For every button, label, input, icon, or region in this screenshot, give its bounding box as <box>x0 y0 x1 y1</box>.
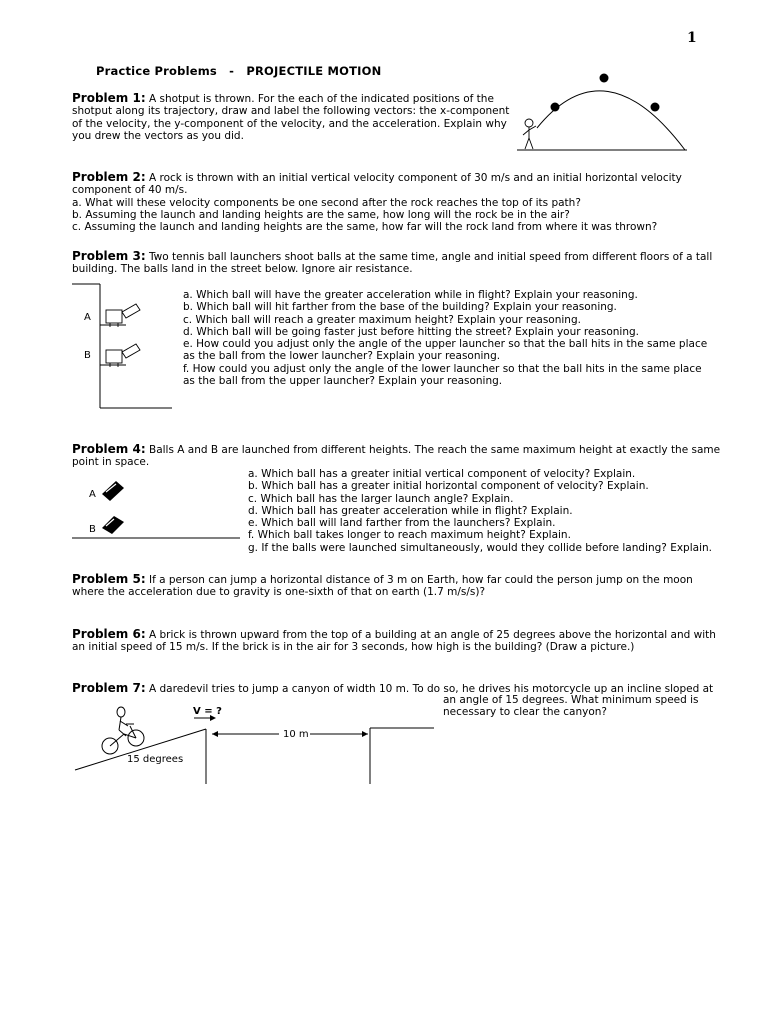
problem-3-item-c: c. Which ball will reach a greater maximum height? Explain your reasoning. <box>183 313 581 326</box>
problem-2-label: Problem 2: <box>72 170 146 184</box>
problem-4-item-b: b. Which ball has a greater initial horizontal component of velocity? Explain. <box>248 480 649 493</box>
problem-3-label: Problem 3: <box>72 249 146 263</box>
building-launchers-figure <box>72 282 176 412</box>
problem-1-line-3: of the velocity, the y-component of the velocity, and the acceleration. Explain why <box>72 117 507 130</box>
problem-3-line-2: building. The balls land in the street below. Ignore air resistance. <box>72 263 413 276</box>
problem-5 <box>72 573 712 599</box>
problem-4-items <box>248 468 712 554</box>
problem-7-line-1: A daredevil tries to jump a canyon of width 10 m. To do so, he drives his motorcycle up an incline sloped at <box>148 683 714 695</box>
ball-a-label: A <box>89 489 96 500</box>
problem-3-item-d: d. Which ball will be going faster just before hitting the street? Explain your reasoning. <box>183 325 639 338</box>
problem-3-item-b: b. Which ball will hit farther from the base of the building? Explain your reasoning. <box>183 301 617 314</box>
problem-6-line-2: an initial speed of 15 m/s. If the brick is in the air for 3 seconds, how high is the building? (Draw a picture.) <box>72 641 635 654</box>
problem-4-item-e: e. Which ball will land farther from the launchers? Explain. <box>248 517 556 530</box>
problem-6 <box>72 628 722 654</box>
problem-3-items <box>183 289 707 387</box>
problem-4-label: Problem 4: <box>72 442 146 456</box>
launcher-b-label: B <box>84 350 91 361</box>
problem-1 <box>72 92 512 142</box>
problem-1-line-2: shotput along its trajectory, draw and label the following vectors: the x-component <box>72 105 510 118</box>
launcher-a-label: A <box>84 312 91 323</box>
title-right: PROJECTILE MOTION <box>246 64 382 78</box>
problem-4-line-2: point in space. <box>72 456 150 469</box>
problem-5-line-1: If a person can jump a horizontal distance of 3 m on Earth, how far could the person jump on the moon <box>148 574 693 586</box>
width-label: 10 m <box>283 729 309 740</box>
shotput-trajectory-figure <box>515 68 690 156</box>
problem-1-line-4: you drew the vectors as you did. <box>72 129 244 142</box>
problem-3-item-f: f. How could you adjust only the angle of the lower launcher so that the ball hits in the same place <box>183 362 702 375</box>
problem-6-line-1: A brick is thrown upward from the top of a building at an angle of 25 degrees above the horizontal and with <box>148 629 716 641</box>
problem-4-line-1: Balls A and B are launched from different heights. The reach the same maximum height at exactly the same <box>148 444 721 456</box>
problem-4-item-f: f. Which ball takes longer to reach maximum height? Explain. <box>248 529 571 542</box>
title-left: Practice Problems <box>96 64 217 78</box>
balls-ab-figure <box>72 474 244 544</box>
page-number: 1 <box>687 30 697 46</box>
page-title <box>96 64 381 78</box>
problem-1-label: Problem 1: <box>72 91 146 105</box>
problem-2-line-1: A rock is thrown with an initial vertical velocity component of 30 m/s and an initial horizontal velocity <box>148 172 682 184</box>
problem-4-item-g: g. If the balls were launched simultaneously, would they collide before landing? Explain. <box>248 541 712 554</box>
problem-3-item-e: e. How could you adjust only the angle of the upper launcher so that the ball hits in the same place <box>183 338 708 351</box>
problem-2-item-c: c. Assuming the launch and landing heights are the same, how far will the rock land from where it was thrown? <box>72 221 658 234</box>
problem-4-item-d: d. Which ball has greater acceleration while in flight? Explain. <box>248 504 573 517</box>
problem-2-item-b: b. Assuming the launch and landing heights are the same, how long will the rock be in the air? <box>72 208 570 221</box>
problem-2 <box>72 171 712 233</box>
title-separator: - <box>229 64 235 78</box>
problem-4 <box>72 443 722 469</box>
problem-3 <box>72 250 712 276</box>
problem-5-label: Problem 5: <box>72 572 146 586</box>
problem-7-label: Problem 7: <box>72 681 146 695</box>
speed-label: V = ? <box>193 706 222 717</box>
problem-3-item-f-cont: as the ball from the upper launcher? Explain your reasoning. <box>183 375 503 388</box>
problem-2-line-2: component of 40 m/s. <box>72 184 188 197</box>
ball-b-label: B <box>89 524 96 535</box>
problem-3-item-e-cont: as the ball from the lower launcher? Explain your reasoning. <box>183 350 501 363</box>
problem-7-line-2: an angle of 15 degrees. What minimum speed is <box>443 694 699 706</box>
angle-label: 15 degrees <box>127 754 184 765</box>
problem-7-line-3: necessary to clear the canyon? <box>443 706 608 719</box>
problem-7-continued <box>443 694 699 719</box>
problem-6-label: Problem 6: <box>72 627 146 641</box>
problem-4-item-c: c. Which ball has the larger launch angle? Explain. <box>248 492 514 505</box>
problem-4-item-a: a. Which ball has a greater initial vertical component of velocity? Explain. <box>248 468 636 480</box>
problem-5-line-2: where the acceleration due to gravity is one-sixth of that on earth (1.7 m/s/s)? <box>72 586 486 599</box>
problem-1-line-1: A shotput is thrown. For the each of the indicated positions of the <box>148 93 494 105</box>
problem-3-item-a: a. Which ball will have the greater acceleration while in flight? Explain your reasoning. <box>183 289 638 301</box>
problem-2-item-a: a. What will these velocity components be one second after the rock reaches the top of its path? <box>72 196 581 209</box>
problem-3-line-1: Two tennis ball launchers shoot balls at the same time, angle and initial speed from different floors of a tall <box>148 251 713 263</box>
canyon-jump-figure <box>72 700 442 790</box>
